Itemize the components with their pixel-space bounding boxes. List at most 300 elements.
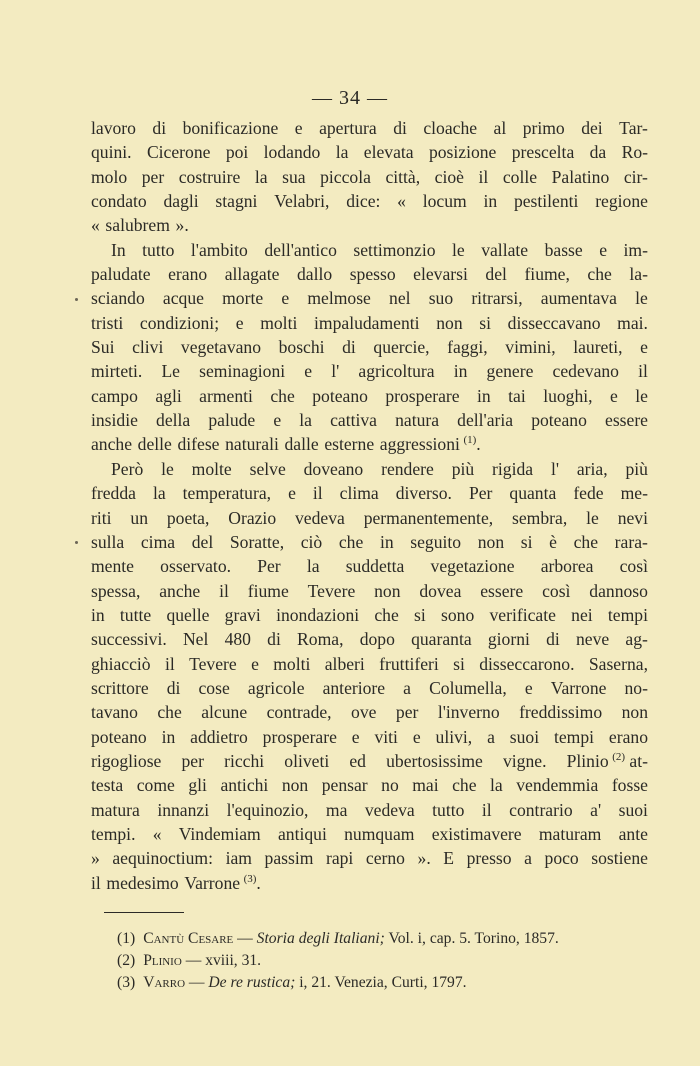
word: la bbox=[335, 142, 349, 163]
word: bonificazione bbox=[182, 118, 279, 138]
text-line bbox=[91, 871, 648, 895]
word: freddissimo bbox=[519, 702, 603, 723]
word: che bbox=[573, 531, 599, 552]
word: campo bbox=[91, 385, 138, 406]
word: rigida bbox=[492, 458, 534, 479]
text-line bbox=[91, 846, 648, 870]
text-line bbox=[91, 506, 648, 530]
word: Tevere bbox=[307, 580, 356, 601]
word: essere bbox=[480, 580, 524, 601]
word: melmose bbox=[307, 288, 371, 309]
word: « bbox=[397, 191, 406, 212]
word: erano bbox=[608, 726, 648, 747]
word: tutte bbox=[119, 604, 152, 625]
word: poi bbox=[225, 142, 249, 163]
word: la bbox=[490, 775, 503, 796]
word: città, bbox=[385, 166, 421, 187]
page-number: — 34 — bbox=[312, 87, 388, 109]
word: che bbox=[452, 775, 477, 796]
footnote bbox=[117, 950, 657, 972]
word: e bbox=[304, 361, 313, 382]
word: Le bbox=[161, 361, 180, 382]
word: suoi bbox=[618, 799, 648, 820]
word: disseccavano bbox=[507, 312, 601, 333]
word: l'equinozio, bbox=[226, 799, 309, 820]
word: regione bbox=[595, 191, 648, 212]
word: che bbox=[374, 604, 399, 625]
word: Varrone bbox=[550, 677, 607, 698]
word: sulla bbox=[91, 531, 125, 552]
text-line bbox=[91, 676, 648, 700]
footnote bbox=[117, 928, 657, 950]
word: e bbox=[599, 239, 608, 260]
word: la bbox=[306, 556, 320, 577]
text-line bbox=[91, 603, 648, 627]
word: medesimo bbox=[106, 872, 179, 893]
footnote-ref-trailer: at- bbox=[625, 750, 648, 771]
footnote-title: Storia degli Italiani; bbox=[256, 930, 385, 947]
word: ritrarsi, bbox=[471, 288, 523, 309]
footnote-title: De re rustica; bbox=[208, 974, 296, 991]
word: agricoltura bbox=[358, 361, 435, 382]
word: luoghi, bbox=[543, 385, 593, 406]
word: del bbox=[191, 531, 214, 552]
word: gravi bbox=[224, 604, 261, 625]
word: rendere bbox=[381, 458, 434, 479]
word: Plinio $^{(2)}$ at- bbox=[566, 750, 648, 771]
word: ulivi, bbox=[435, 726, 473, 747]
word: piccola bbox=[320, 166, 371, 187]
text-line bbox=[91, 286, 648, 310]
word: e bbox=[288, 483, 296, 504]
word: tutto bbox=[142, 239, 175, 260]
text-line bbox=[91, 749, 648, 773]
word: boschi bbox=[278, 337, 325, 358]
word: costruire bbox=[178, 166, 241, 187]
word: fredda bbox=[91, 483, 136, 504]
word: arborea bbox=[540, 556, 594, 577]
word: tutto bbox=[432, 799, 465, 820]
word: di bbox=[152, 118, 167, 138]
word: E bbox=[443, 848, 455, 869]
footnote-rest: Vol. i, cap. 5. Torino, 1857. bbox=[384, 930, 559, 947]
text-line bbox=[91, 384, 648, 408]
word: il bbox=[312, 483, 323, 504]
word: dannoso bbox=[589, 580, 648, 601]
word: spesso bbox=[349, 264, 396, 285]
margin-mark bbox=[75, 541, 78, 544]
word: quanta bbox=[509, 483, 557, 504]
text-line bbox=[91, 116, 648, 140]
word: insidie bbox=[91, 410, 138, 431]
word: contrade, bbox=[266, 702, 332, 723]
word: oliveti bbox=[284, 750, 330, 771]
word: antiqui bbox=[277, 823, 327, 844]
word: il bbox=[481, 799, 492, 820]
word: tavano bbox=[91, 702, 138, 723]
word: tai bbox=[508, 385, 526, 406]
word: Palatino bbox=[551, 166, 610, 187]
word: e bbox=[273, 410, 282, 431]
word: posizione bbox=[428, 142, 497, 163]
word: Nel bbox=[182, 629, 209, 650]
word: « bbox=[91, 215, 100, 236]
text-line bbox=[91, 579, 648, 603]
word: da bbox=[589, 142, 607, 163]
body-text bbox=[91, 116, 648, 895]
word: lavoro bbox=[91, 118, 136, 138]
word: sciando bbox=[91, 288, 145, 309]
word: non bbox=[621, 702, 648, 723]
word: verificate bbox=[489, 604, 556, 625]
word: « bbox=[152, 823, 162, 844]
word: il bbox=[478, 166, 489, 187]
text-line bbox=[91, 359, 648, 383]
word: maturam bbox=[538, 823, 602, 844]
word: existimavere bbox=[431, 823, 522, 844]
word: fruttiferi bbox=[379, 653, 439, 674]
word: Tar- bbox=[619, 118, 648, 138]
word: salubrem bbox=[105, 215, 170, 236]
word: aria, bbox=[576, 458, 608, 479]
word: la bbox=[152, 483, 166, 504]
text-line bbox=[91, 189, 648, 213]
word: cloache bbox=[423, 118, 478, 138]
word: in bbox=[91, 604, 105, 625]
word: sostiene bbox=[591, 848, 648, 869]
word: Per bbox=[257, 556, 281, 577]
word: nei bbox=[571, 604, 593, 625]
word: di bbox=[267, 629, 281, 650]
word: basse bbox=[544, 239, 583, 260]
word: poeta, bbox=[166, 507, 210, 528]
text-line bbox=[91, 725, 648, 749]
word: cerno bbox=[365, 848, 405, 869]
word: dell'antico bbox=[264, 239, 337, 260]
word: ag- bbox=[625, 629, 648, 650]
word: fiume bbox=[247, 580, 289, 601]
word: » bbox=[91, 848, 100, 869]
word: iam bbox=[225, 848, 252, 869]
word: in bbox=[453, 361, 468, 382]
word: poteano bbox=[531, 410, 587, 431]
word: vedeva bbox=[364, 799, 415, 820]
word: più bbox=[451, 458, 475, 479]
word: vegetazione bbox=[430, 556, 515, 577]
word: poteano bbox=[312, 385, 368, 406]
word: un bbox=[130, 507, 148, 528]
footnote-author: Plinio bbox=[143, 952, 182, 969]
word: addietro bbox=[190, 726, 248, 747]
word: tristi bbox=[91, 312, 124, 333]
word: allagate bbox=[224, 264, 280, 285]
text-line bbox=[91, 798, 648, 822]
word: vimini, bbox=[505, 337, 556, 358]
word: fede bbox=[573, 483, 604, 504]
word: e bbox=[610, 385, 618, 406]
word: la bbox=[254, 166, 268, 187]
text-line bbox=[91, 822, 648, 846]
word: dopo bbox=[359, 629, 395, 650]
word: non bbox=[374, 580, 401, 601]
footnote-sep: — bbox=[181, 952, 206, 969]
word: il bbox=[219, 580, 229, 601]
footnote-sep: — bbox=[233, 930, 257, 947]
word: quercie, bbox=[373, 337, 430, 358]
word: Per bbox=[468, 483, 493, 504]
word: riti bbox=[91, 507, 112, 528]
word: In bbox=[111, 239, 126, 260]
word: in bbox=[477, 385, 491, 406]
text-line bbox=[91, 335, 648, 359]
margin-mark bbox=[75, 298, 78, 301]
word: cir- bbox=[623, 166, 648, 187]
word: vallate bbox=[481, 239, 529, 260]
word: clivi bbox=[132, 337, 164, 358]
text-line bbox=[91, 700, 648, 724]
text-line bbox=[91, 238, 648, 262]
word: seminagioni bbox=[199, 361, 286, 382]
text-line bbox=[91, 140, 648, 164]
word: paludate bbox=[91, 264, 151, 285]
word: mente bbox=[91, 556, 134, 577]
footnotes bbox=[117, 928, 657, 994]
word: a' bbox=[590, 799, 602, 820]
text-line bbox=[91, 652, 648, 676]
word: di bbox=[393, 118, 407, 138]
word: rigogliose bbox=[91, 750, 162, 771]
word: faggi, bbox=[447, 337, 488, 358]
word: rara- bbox=[614, 531, 648, 552]
word: suoi bbox=[509, 726, 540, 747]
word: mai. bbox=[617, 312, 648, 333]
word: ante bbox=[618, 823, 648, 844]
word: rapi bbox=[325, 848, 354, 869]
word: di bbox=[546, 629, 560, 650]
word: nel bbox=[389, 288, 411, 309]
footnote-num: (2) bbox=[117, 952, 136, 969]
word: aequinoctium: bbox=[112, 848, 214, 869]
word: e bbox=[251, 653, 259, 674]
word: inondazioni bbox=[276, 604, 360, 625]
word: così bbox=[619, 556, 648, 577]
word: laureti, bbox=[573, 337, 623, 358]
word: quini. bbox=[91, 142, 132, 163]
word: suo bbox=[428, 288, 454, 309]
word: e bbox=[524, 677, 533, 698]
word: difese bbox=[177, 434, 220, 455]
word: prosperare bbox=[385, 385, 460, 406]
word: giorni bbox=[487, 629, 530, 650]
word: molo bbox=[91, 166, 128, 187]
word: diverso. bbox=[395, 483, 452, 504]
word: mai bbox=[412, 775, 439, 796]
word: l' bbox=[550, 458, 560, 479]
word: tempi bbox=[607, 604, 648, 625]
word: palude bbox=[208, 410, 256, 431]
word: e bbox=[351, 726, 360, 747]
word: in bbox=[483, 191, 498, 212]
word: neve bbox=[575, 629, 610, 650]
word: ». bbox=[417, 848, 431, 869]
word: non bbox=[281, 775, 309, 796]
word: così bbox=[542, 580, 571, 601]
word: cima bbox=[140, 531, 176, 552]
text-line bbox=[91, 262, 648, 286]
word: in bbox=[161, 726, 176, 747]
word: gli bbox=[188, 775, 207, 796]
word: apertura bbox=[319, 118, 377, 138]
word: prosperare bbox=[262, 726, 337, 747]
word: l'inverno bbox=[437, 702, 500, 723]
word: dovea bbox=[419, 580, 462, 601]
word: e bbox=[294, 118, 303, 138]
word: ubertosissime bbox=[386, 750, 483, 771]
text-line bbox=[91, 213, 648, 237]
word: armenti bbox=[199, 385, 253, 406]
word: doveano bbox=[303, 458, 364, 479]
word: e bbox=[412, 726, 421, 747]
word: molti bbox=[273, 653, 311, 674]
word: vedeva bbox=[295, 507, 345, 528]
word: Però bbox=[111, 458, 144, 479]
text-line bbox=[91, 530, 648, 554]
word: locum bbox=[422, 191, 467, 212]
word: a bbox=[403, 677, 411, 698]
word: per bbox=[395, 702, 419, 723]
word: tempi bbox=[553, 726, 595, 747]
text-line bbox=[91, 627, 648, 651]
footnote-rest: i, 21. Venezia, Curti, 1797. bbox=[295, 974, 467, 991]
word: poteano bbox=[91, 726, 147, 747]
word: essere bbox=[605, 410, 648, 431]
word: Columella, bbox=[429, 677, 507, 698]
text-line bbox=[91, 165, 648, 189]
footnote-num: (1) bbox=[117, 930, 136, 947]
word: erano bbox=[168, 264, 208, 285]
word: quelle bbox=[166, 604, 210, 625]
word: in bbox=[379, 531, 394, 552]
footnote-ref: (2) bbox=[612, 751, 626, 764]
word: le bbox=[161, 458, 174, 479]
word: l' bbox=[331, 361, 340, 382]
word: Tevere bbox=[189, 653, 237, 674]
word: elevata bbox=[363, 142, 414, 163]
word: temperatura, bbox=[182, 483, 272, 504]
word: per bbox=[181, 750, 204, 771]
word: cose bbox=[198, 677, 230, 698]
word: ciò bbox=[300, 531, 323, 552]
word: seguito bbox=[410, 531, 462, 552]
word: sono bbox=[441, 604, 475, 625]
word: più bbox=[625, 458, 648, 479]
word: Orazio bbox=[228, 507, 277, 528]
word: si bbox=[479, 312, 492, 333]
word: disseccarono. bbox=[479, 653, 575, 674]
text-line bbox=[91, 408, 648, 432]
word: primo bbox=[522, 118, 565, 138]
word: me- bbox=[620, 483, 648, 504]
word: dell'aria bbox=[457, 410, 514, 431]
word: il bbox=[164, 653, 175, 674]
word: molti bbox=[260, 312, 298, 333]
word: cattiva bbox=[330, 410, 377, 431]
footnote-num: (3) bbox=[117, 974, 136, 991]
word: pensar bbox=[321, 775, 368, 796]
word: Varrone $^{(3)}$. bbox=[184, 872, 261, 893]
word: im- bbox=[623, 239, 648, 260]
word: fiume, bbox=[524, 264, 570, 285]
word: matura bbox=[91, 799, 140, 820]
word: che bbox=[587, 264, 612, 285]
word: Saserna, bbox=[588, 653, 648, 674]
footnote-ref-trailer: . bbox=[476, 434, 481, 455]
word: pestilenti bbox=[513, 191, 579, 212]
footnote-ref: (1) bbox=[463, 434, 477, 447]
word: le bbox=[635, 288, 648, 309]
word: testa bbox=[91, 775, 124, 796]
footnote-rest: xviii, 31. bbox=[205, 952, 262, 969]
word: aumentava bbox=[540, 288, 617, 309]
word: le bbox=[635, 385, 648, 406]
word: della bbox=[156, 410, 191, 431]
word: no- bbox=[624, 677, 648, 698]
word: vigne. bbox=[503, 750, 547, 771]
word: stagni bbox=[215, 191, 258, 212]
word: ». bbox=[175, 215, 189, 236]
word: osservato. bbox=[160, 556, 232, 577]
word: il bbox=[91, 872, 101, 893]
word: e bbox=[640, 337, 648, 358]
word: cedevano bbox=[552, 361, 619, 382]
word: dallo bbox=[296, 264, 333, 285]
word: agli bbox=[155, 385, 182, 406]
word: morte bbox=[222, 288, 264, 309]
footnote-author: Cantù Cesare bbox=[143, 930, 234, 947]
word: e bbox=[281, 288, 290, 309]
word: Soratte, bbox=[229, 531, 285, 552]
word: non bbox=[436, 312, 463, 333]
word: mirteti. bbox=[91, 361, 143, 382]
word: e bbox=[235, 312, 244, 333]
word: del bbox=[485, 264, 507, 285]
word: molte bbox=[191, 458, 232, 479]
word: genere bbox=[486, 361, 534, 382]
word: Vindemiam bbox=[178, 823, 261, 844]
word: vendemmia bbox=[516, 775, 599, 796]
word: anche bbox=[159, 580, 201, 601]
word: viti bbox=[374, 726, 398, 747]
word: sembra, bbox=[512, 507, 568, 528]
text-line bbox=[91, 773, 648, 797]
word: è bbox=[549, 531, 557, 552]
word: Ro- bbox=[621, 142, 648, 163]
word: il bbox=[638, 361, 648, 382]
word: tempi. bbox=[91, 823, 136, 844]
word: settimonzio bbox=[353, 239, 436, 260]
word: dalle bbox=[284, 434, 319, 455]
word: antichi bbox=[220, 775, 269, 796]
word: ove bbox=[351, 702, 377, 723]
word: naturali bbox=[225, 434, 279, 455]
text-line bbox=[91, 311, 648, 335]
word: condizioni; bbox=[139, 312, 220, 333]
word: si bbox=[453, 653, 465, 674]
word: scrittore bbox=[91, 677, 149, 698]
word: suddetta bbox=[345, 556, 405, 577]
footnote bbox=[117, 972, 657, 994]
word: colle bbox=[502, 166, 538, 187]
